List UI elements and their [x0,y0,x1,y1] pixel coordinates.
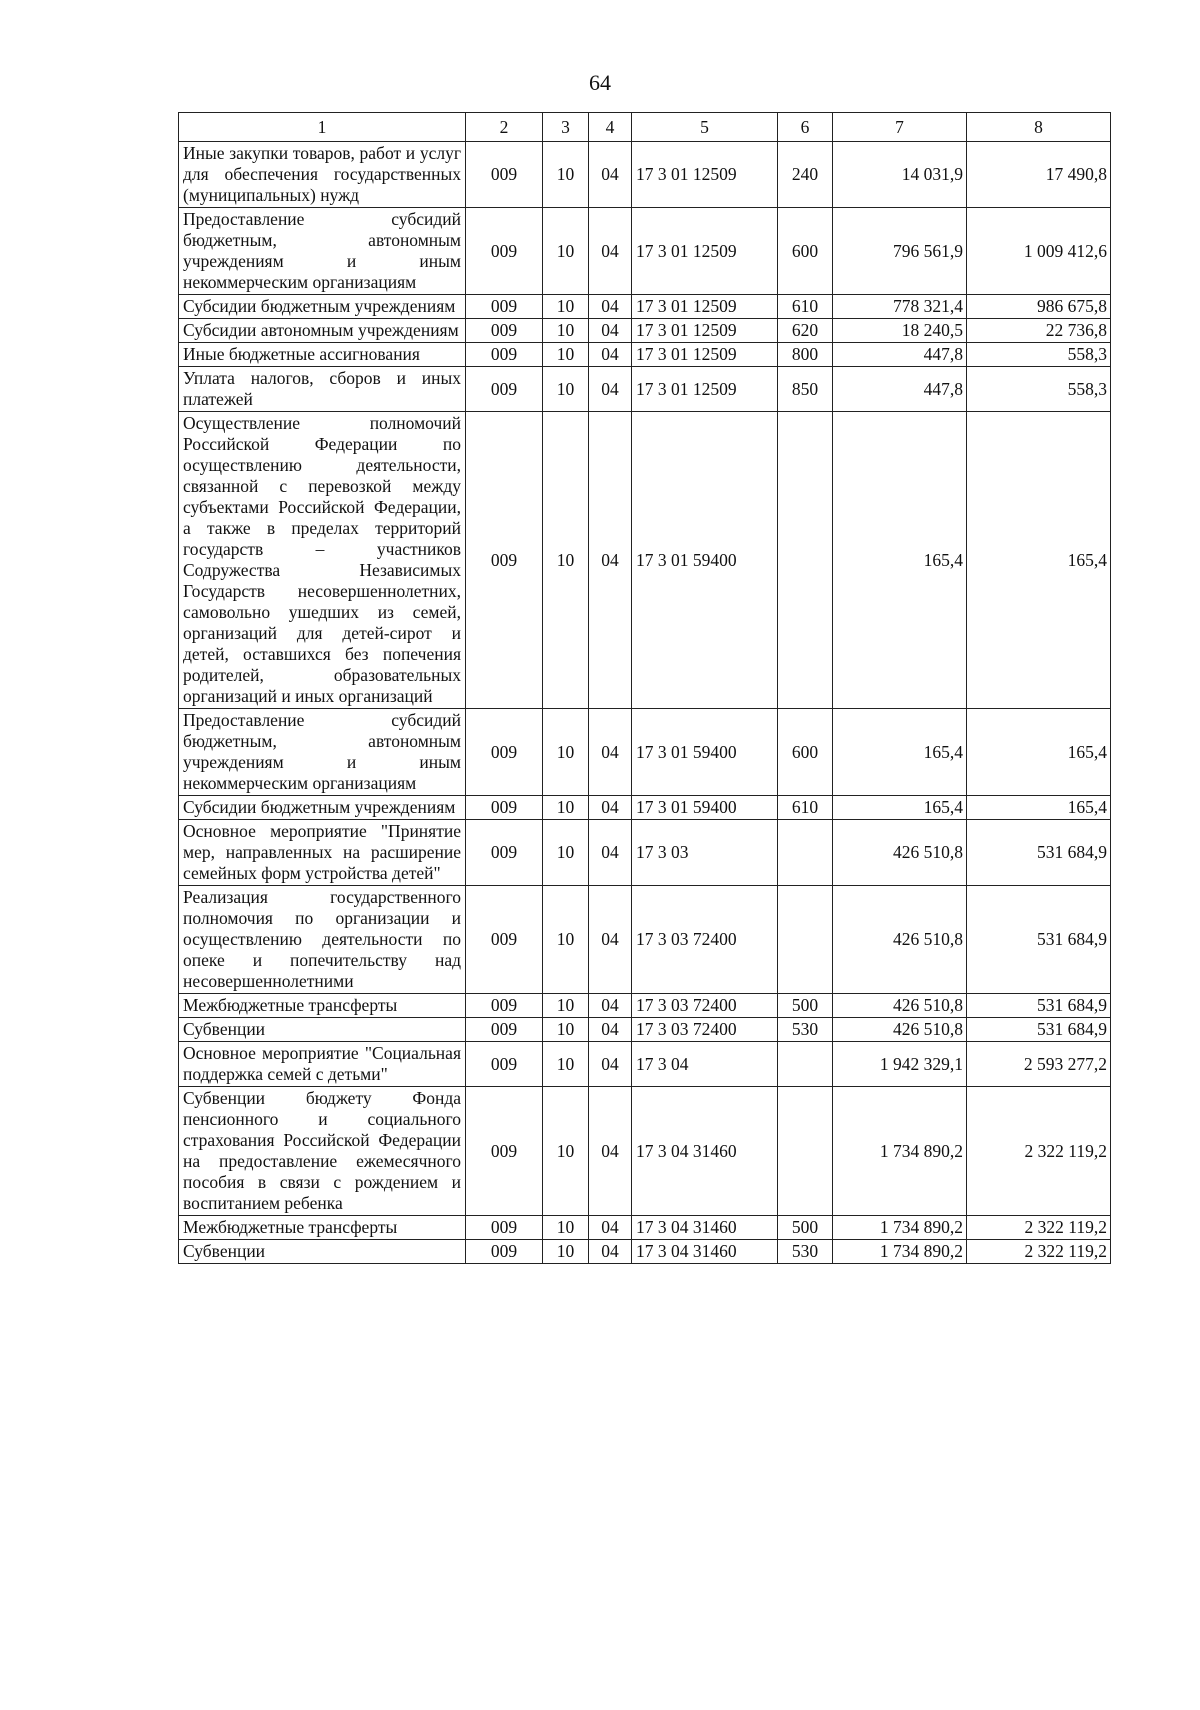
cell-subsection: 04 [589,1240,632,1264]
budget-table [178,112,1111,1264]
cell-amount-1: 1 734 890,2 [833,1216,967,1240]
table-header-row [179,113,1111,142]
cell-subsection: 04 [589,208,632,295]
cell-target-article: 17 3 03 72400 [632,1018,778,1042]
cell-amount-1: 426 510,8 [833,994,967,1018]
cell-admin-code: 009 [466,820,543,886]
cell-target-article: 17 3 04 31460 [632,1240,778,1264]
cell-admin-code: 009 [466,1087,543,1216]
cell-expense-type: 240 [778,142,833,208]
cell-expense-type: 500 [778,1216,833,1240]
cell-amount-2: 1 009 412,6 [967,208,1111,295]
table-row [179,820,1111,886]
cell-admin-code: 009 [466,994,543,1018]
cell-expense-type: 500 [778,994,833,1018]
cell-name: Реализация государственного полномочия по организации и осуществлению деятельности по опеке и попечительству над несовершеннолетними [179,886,466,994]
cell-section: 10 [543,367,589,412]
table-row [179,295,1111,319]
cell-target-article: 17 3 01 59400 [632,796,778,820]
column-header: 5 [632,113,778,142]
cell-name: Субвенции [179,1240,466,1264]
cell-section: 10 [543,319,589,343]
cell-section: 10 [543,1240,589,1264]
table-row [179,1216,1111,1240]
cell-name: Субсидии бюджетным учреждениям [179,295,466,319]
cell-amount-1: 796 561,9 [833,208,967,295]
table-row [179,367,1111,412]
cell-expense-type [778,412,833,709]
cell-name: Основное мероприятие "Социальная поддержка семей с детьми" [179,1042,466,1087]
cell-target-article: 17 3 01 12509 [632,343,778,367]
cell-name: Межбюджетные трансферты [179,1216,466,1240]
table-row [179,1087,1111,1216]
table-row [179,142,1111,208]
table-row [179,1042,1111,1087]
cell-amount-2: 2 322 119,2 [967,1087,1111,1216]
cell-section: 10 [543,994,589,1018]
cell-target-article: 17 3 01 59400 [632,412,778,709]
cell-admin-code: 009 [466,367,543,412]
cell-name: Предоставление субсидий бюджетным, автономным учреждениям и иным некоммерческим организациям [179,208,466,295]
table-row [179,796,1111,820]
cell-amount-1: 1 942 329,1 [833,1042,967,1087]
cell-expense-type: 600 [778,709,833,796]
table-row [179,994,1111,1018]
cell-target-article: 17 3 04 31460 [632,1216,778,1240]
cell-expense-type: 610 [778,295,833,319]
cell-amount-2: 17 490,8 [967,142,1111,208]
cell-section: 10 [543,1216,589,1240]
cell-name: Основное мероприятие "Принятие мер, направленных на расширение семейных форм устройства детей" [179,820,466,886]
cell-target-article: 17 3 01 12509 [632,208,778,295]
cell-subsection: 04 [589,295,632,319]
table-row [179,1018,1111,1042]
cell-target-article: 17 3 03 72400 [632,994,778,1018]
cell-admin-code: 009 [466,709,543,796]
cell-subsection: 04 [589,319,632,343]
cell-amount-1: 426 510,8 [833,1018,967,1042]
cell-name: Осуществление полномочий Российской Федерации по осуществлению деятельности, связанной с перевозкой между субъектами Российской Федерации, а также в пределах территорий государств – участников Содружества Независимых Государств несовершеннолетних, самовольно ушедших из семей, организаций для детей-сирот и детей, оставшихся без попечения родителей, образовательных организаций и иных организаций [179,412,466,709]
cell-expense-type: 620 [778,319,833,343]
cell-target-article: 17 3 03 72400 [632,886,778,994]
cell-target-article: 17 3 01 59400 [632,709,778,796]
cell-subsection: 04 [589,886,632,994]
cell-amount-1: 165,4 [833,709,967,796]
cell-subsection: 04 [589,343,632,367]
table-row [179,709,1111,796]
table-row [179,208,1111,295]
cell-amount-2: 165,4 [967,709,1111,796]
cell-amount-1: 18 240,5 [833,319,967,343]
cell-amount-1: 165,4 [833,412,967,709]
cell-expense-type [778,820,833,886]
cell-target-article: 17 3 01 12509 [632,142,778,208]
cell-amount-2: 531 684,9 [967,1018,1111,1042]
cell-admin-code: 009 [466,319,543,343]
cell-admin-code: 009 [466,142,543,208]
cell-expense-type [778,886,833,994]
cell-expense-type [778,1042,833,1087]
cell-name: Субсидии автономным учреждениям [179,319,466,343]
cell-amount-2: 2 322 119,2 [967,1240,1111,1264]
cell-subsection: 04 [589,709,632,796]
cell-expense-type: 600 [778,208,833,295]
cell-admin-code: 009 [466,1042,543,1087]
column-header: 3 [543,113,589,142]
cell-section: 10 [543,295,589,319]
column-header: 6 [778,113,833,142]
cell-section: 10 [543,343,589,367]
cell-subsection: 04 [589,796,632,820]
table-row [179,319,1111,343]
cell-section: 10 [543,796,589,820]
cell-amount-1: 165,4 [833,796,967,820]
cell-section: 10 [543,709,589,796]
cell-name: Предоставление субсидий бюджетным, автономным учреждениям и иным некоммерческим организациям [179,709,466,796]
cell-amount-1: 447,8 [833,367,967,412]
column-header: 1 [179,113,466,142]
cell-name: Субвенции [179,1018,466,1042]
cell-amount-1: 1 734 890,2 [833,1240,967,1264]
cell-target-article: 17 3 01 12509 [632,367,778,412]
cell-amount-2: 2 593 277,2 [967,1042,1111,1087]
cell-amount-2: 2 322 119,2 [967,1216,1111,1240]
cell-expense-type: 530 [778,1240,833,1264]
cell-subsection: 04 [589,820,632,886]
column-header: 8 [967,113,1111,142]
cell-section: 10 [543,208,589,295]
cell-name: Субсидии бюджетным учреждениям [179,796,466,820]
cell-amount-2: 558,3 [967,343,1111,367]
cell-expense-type [778,1087,833,1216]
cell-subsection: 04 [589,1216,632,1240]
cell-subsection: 04 [589,412,632,709]
cell-target-article: 17 3 03 [632,820,778,886]
cell-admin-code: 009 [466,886,543,994]
cell-amount-1: 14 031,9 [833,142,967,208]
cell-subsection: 04 [589,994,632,1018]
page-number: 64 [589,70,611,95]
cell-target-article: 17 3 04 31460 [632,1087,778,1216]
cell-expense-type: 530 [778,1018,833,1042]
cell-admin-code: 009 [466,295,543,319]
cell-section: 10 [543,886,589,994]
cell-amount-2: 165,4 [967,412,1111,709]
cell-target-article: 17 3 01 12509 [632,319,778,343]
cell-target-article: 17 3 04 [632,1042,778,1087]
cell-admin-code: 009 [466,412,543,709]
cell-section: 10 [543,820,589,886]
cell-amount-2: 558,3 [967,367,1111,412]
cell-amount-2: 22 736,8 [967,319,1111,343]
cell-amount-2: 986 675,8 [967,295,1111,319]
cell-section: 10 [543,412,589,709]
table-row [179,412,1111,709]
cell-amount-2: 531 684,9 [967,994,1111,1018]
cell-amount-1: 1 734 890,2 [833,1087,967,1216]
table-body [179,142,1111,1264]
column-header: 4 [589,113,632,142]
table-row [179,886,1111,994]
cell-amount-2: 531 684,9 [967,820,1111,886]
table-row [179,1240,1111,1264]
cell-section: 10 [543,1018,589,1042]
cell-amount-1: 447,8 [833,343,967,367]
cell-name: Иные бюджетные ассигнования [179,343,466,367]
cell-name: Субвенции бюджету Фонда пенсионного и социального страхования Российской Федерации на предоставление ежемесячного пособия в связи с рождением и воспитанием ребенка [179,1087,466,1216]
column-header: 2 [466,113,543,142]
cell-subsection: 04 [589,367,632,412]
cell-subsection: 04 [589,142,632,208]
cell-amount-2: 165,4 [967,796,1111,820]
cell-admin-code: 009 [466,796,543,820]
cell-expense-type: 800 [778,343,833,367]
cell-subsection: 04 [589,1042,632,1087]
cell-expense-type: 850 [778,367,833,412]
cell-name: Межбюджетные трансферты [179,994,466,1018]
cell-amount-1: 778 321,4 [833,295,967,319]
cell-section: 10 [543,142,589,208]
cell-amount-1: 426 510,8 [833,886,967,994]
cell-admin-code: 009 [466,1216,543,1240]
cell-admin-code: 009 [466,343,543,367]
cell-amount-2: 531 684,9 [967,886,1111,994]
cell-name: Уплата налогов, сборов и иных платежей [179,367,466,412]
cell-amount-1: 426 510,8 [833,820,967,886]
cell-expense-type: 610 [778,796,833,820]
cell-admin-code: 009 [466,208,543,295]
cell-target-article: 17 3 01 12509 [632,295,778,319]
cell-subsection: 04 [589,1087,632,1216]
cell-subsection: 04 [589,1018,632,1042]
column-header: 7 [833,113,967,142]
table-row [179,343,1111,367]
cell-name: Иные закупки товаров, работ и услуг для обеспечения государственных (муниципальных) нужд [179,142,466,208]
cell-admin-code: 009 [466,1018,543,1042]
cell-admin-code: 009 [466,1240,543,1264]
cell-section: 10 [543,1087,589,1216]
cell-section: 10 [543,1042,589,1087]
